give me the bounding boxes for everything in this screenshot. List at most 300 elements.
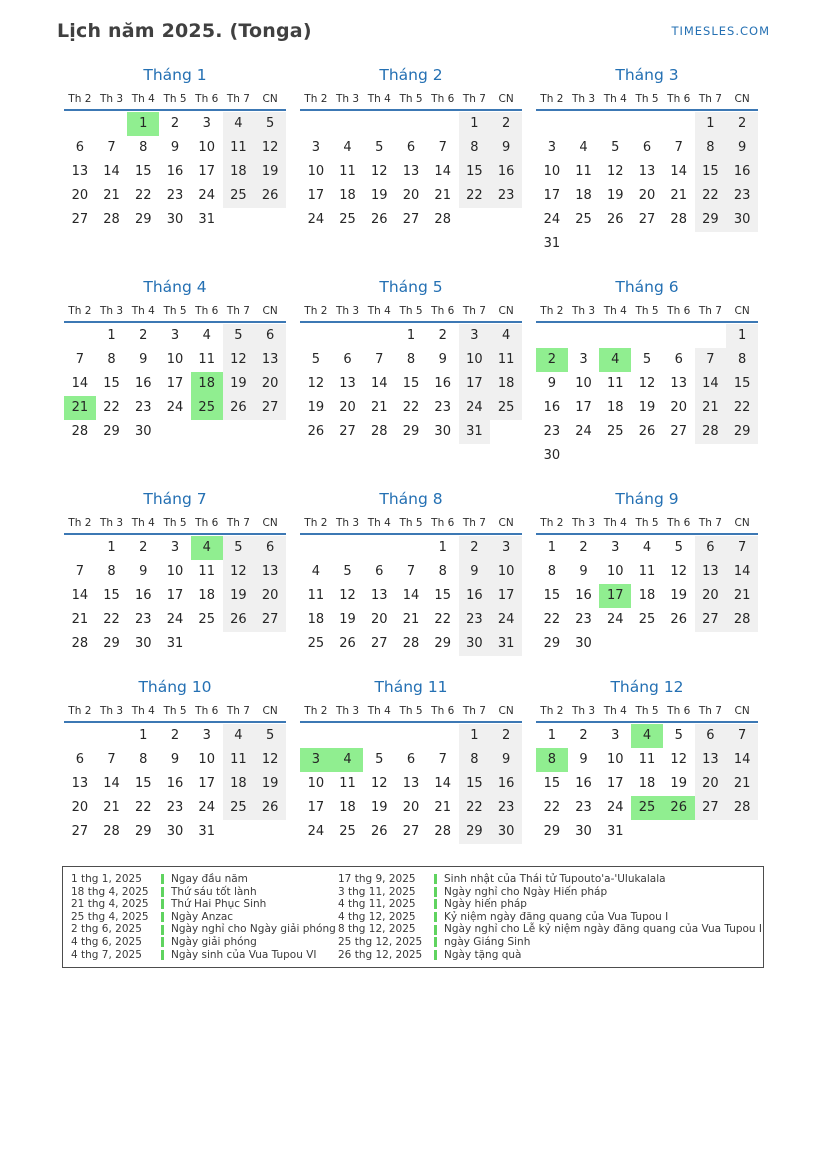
date-cell: 12 (254, 748, 286, 772)
legend-bar-icon (161, 912, 164, 922)
date-cell: 21 (670, 188, 687, 203)
month-table (536, 517, 758, 656)
date-cell: 12 (670, 564, 687, 579)
date-cell: 3 (490, 536, 522, 560)
date-cell: 4 (579, 140, 588, 155)
empty-cell (223, 208, 255, 232)
date-cell: 10 (607, 564, 624, 579)
legend-label-text: Kỷ niệm ngày đăng quang của Vua Tupou I (444, 910, 669, 923)
date-cell: 18 (638, 776, 656, 791)
date-cell: 7 (406, 564, 416, 579)
date-cell: 24 (307, 824, 325, 839)
date-cell: 28 (71, 424, 89, 439)
date-cell: 14 (402, 588, 420, 603)
weekday-header: Th 7 (226, 305, 250, 317)
date-cell: 5 (254, 724, 286, 748)
date-cell: 23 (575, 800, 592, 815)
month-title: Tháng 7 (143, 490, 207, 508)
empty-cell (695, 820, 727, 844)
date-cell: 4 (343, 140, 352, 155)
date-cell: 20 (638, 188, 656, 203)
empty-cell (568, 112, 600, 136)
month-4 (57, 278, 293, 444)
weekday-header: CN (498, 705, 514, 717)
date-cell: 20 (695, 584, 727, 608)
date-cell: 4 (223, 112, 255, 136)
date-cell: 3 (579, 352, 588, 367)
date-cell: 19 (638, 400, 656, 415)
weekday-header: Th 5 (635, 305, 659, 317)
weekday-header: Th 6 (195, 705, 219, 717)
date-cell: 27 (339, 424, 356, 439)
legend-bar-icon (161, 950, 164, 960)
empty-cell (663, 820, 695, 844)
legend-label-text: Ngày Anzac (171, 910, 234, 923)
weekday-header: CN (734, 517, 750, 529)
page-title: Lịch năm 2025. (Tonga) (57, 20, 312, 42)
date-cell: 26 (371, 824, 388, 839)
empty-cell (427, 112, 459, 136)
empty-cell (663, 232, 695, 256)
legend-entry (161, 949, 338, 962)
date-cell: 6 (254, 324, 286, 348)
empty-cell (254, 820, 286, 844)
month-5 (293, 278, 529, 444)
month-table (536, 93, 758, 256)
date-cell: 25 (198, 612, 215, 627)
weekday-header: Th 2 (540, 517, 564, 529)
date-cell: 15 (103, 588, 120, 603)
date-cell: 15 (543, 776, 561, 791)
weekday-header: Th 4 (603, 705, 627, 717)
date-cell: 27 (695, 796, 727, 820)
date-cell: 17 (307, 800, 325, 815)
date-cell: 31 (490, 632, 522, 656)
date-cell: 24 (490, 608, 522, 632)
date-cell: 18 (638, 588, 656, 603)
empty-cell (254, 208, 286, 232)
date-cell: 17 (198, 776, 215, 791)
weekday-header: Th 3 (100, 517, 124, 529)
date-cell: 14 (434, 164, 451, 179)
empty-cell (223, 632, 255, 656)
weekday-header-row (64, 517, 286, 535)
weekday-header: Th 5 (635, 705, 659, 717)
date-cell: 31 (198, 212, 215, 227)
date-cell: 29 (402, 424, 420, 439)
date-cell: 22 (434, 612, 451, 627)
weekday-header-row (64, 305, 286, 323)
dates-grid (300, 724, 522, 844)
date-cell: 18 (575, 188, 592, 203)
date-cell: 9 (490, 748, 522, 772)
date-cell: 30 (135, 424, 152, 439)
date-cell: 19 (223, 372, 255, 396)
date-cell: 6 (375, 564, 384, 579)
date-cell: 9 (170, 752, 180, 767)
date-cell: 28 (71, 636, 89, 651)
date-cell: 21 (103, 800, 120, 815)
date-cell: 23 (166, 800, 184, 815)
date-cell: 31 (459, 420, 491, 444)
date-cell: 22 (543, 800, 561, 815)
empty-cell (568, 232, 600, 256)
weekday-header: Th 6 (667, 705, 691, 717)
empty-cell (599, 632, 631, 656)
date-cell: 26 (607, 212, 624, 227)
weekday-header: Th 6 (667, 93, 691, 105)
empty-cell (599, 324, 631, 348)
date-cell: 23 (459, 608, 491, 632)
date-cell: 25 (339, 212, 356, 227)
month-title: Tháng 10 (138, 678, 212, 696)
date-cell: 11 (638, 564, 656, 579)
empty-cell (459, 208, 491, 232)
date-cell: 17 (307, 188, 325, 203)
date-cell: 10 (166, 564, 184, 579)
date-cell: 9 (438, 352, 447, 367)
weekday-header: CN (734, 705, 750, 717)
date-cell: 31 (166, 636, 184, 651)
weekday-header: Th 2 (68, 93, 92, 105)
date-cell-holiday: 8 (536, 748, 568, 772)
month-title: Tháng 3 (615, 66, 679, 84)
date-cell: 28 (434, 212, 451, 227)
date-cell: 23 (135, 400, 152, 415)
date-cell: 7 (438, 752, 447, 767)
date-cell: 16 (543, 400, 561, 415)
legend-date: 25 thg 4, 2025 (71, 910, 149, 923)
weekday-header: Th 6 (431, 305, 455, 317)
date-cell: 23 (543, 424, 561, 439)
date-cell: 13 (695, 560, 727, 584)
date-cell: 25 (339, 824, 356, 839)
date-cell: 2 (490, 724, 522, 748)
legend-entry (161, 936, 338, 949)
holiday-legend (62, 866, 764, 968)
date-cell: 4 (490, 324, 522, 348)
date-cell: 9 (139, 564, 148, 579)
weekday-header-row (536, 517, 758, 535)
date-cell: 15 (135, 776, 152, 791)
months-grid (57, 66, 770, 844)
legend-bar-icon (434, 899, 437, 909)
legend-entry (434, 911, 762, 924)
empty-cell (695, 324, 727, 348)
date-cell: 27 (71, 824, 89, 839)
legend-bar-icon (434, 912, 437, 922)
date-cell: 1 (547, 728, 556, 743)
date-cell: 24 (459, 396, 491, 420)
date-cell: 24 (607, 800, 624, 815)
date-cell: 1 (459, 724, 491, 748)
empty-cell (726, 232, 758, 256)
month-3 (529, 66, 765, 256)
date-cell: 13 (670, 376, 687, 391)
weekday-header: Th 7 (698, 705, 722, 717)
empty-cell (599, 232, 631, 256)
date-cell: 24 (166, 400, 184, 415)
date-cell: 29 (434, 636, 451, 651)
date-cell: 19 (339, 612, 356, 627)
date-cell: 30 (135, 636, 152, 651)
date-cell: 22 (695, 184, 727, 208)
date-cell: 18 (198, 588, 215, 603)
month-table (300, 93, 522, 232)
date-cell: 2 (490, 112, 522, 136)
legend-date: 21 thg 4, 2025 (71, 898, 149, 911)
empty-cell (191, 632, 223, 656)
date-cell: 5 (254, 112, 286, 136)
date-cell: 12 (223, 348, 255, 372)
date-cell: 26 (638, 424, 656, 439)
date-cell: 1 (107, 540, 116, 555)
date-cell-holiday: 1 (127, 112, 159, 136)
date-cell: 16 (434, 376, 451, 391)
date-cell: 6 (695, 724, 727, 748)
date-cell-holiday: 25 (191, 396, 223, 420)
date-cell: 16 (490, 772, 522, 796)
dates-grid (536, 724, 758, 844)
weekday-header: CN (262, 305, 278, 317)
weekday-header: Th 7 (462, 93, 486, 105)
date-cell: 30 (575, 636, 592, 651)
legend-label-text: Ngay đầu năm (171, 873, 248, 885)
date-cell: 3 (311, 140, 320, 155)
date-cell: 19 (254, 160, 286, 184)
legend-date: 25 thg 12, 2025 (338, 935, 423, 948)
legend-label-text: Thứ sáu tốt lành (171, 885, 257, 898)
date-cell: 20 (402, 188, 420, 203)
date-cell: 21 (726, 584, 758, 608)
date-cell: 18 (607, 400, 624, 415)
weekday-header: Th 6 (431, 705, 455, 717)
empty-cell (254, 632, 286, 656)
date-cell: 23 (726, 184, 758, 208)
date-cell: 20 (254, 584, 286, 608)
page-header (57, 20, 770, 42)
date-cell: 10 (543, 164, 561, 179)
date-cell: 21 (726, 772, 758, 796)
date-cell: 2 (170, 728, 180, 743)
weekday-header: Th 4 (131, 93, 155, 105)
date-cell: 2 (438, 328, 447, 343)
weekday-header: Th 5 (399, 517, 423, 529)
date-cell: 17 (490, 584, 522, 608)
weekday-header: Th 5 (163, 305, 187, 317)
date-cell: 15 (103, 376, 120, 391)
date-cell: 13 (254, 348, 286, 372)
weekday-header-row (300, 705, 522, 723)
legend-entry (161, 886, 338, 899)
date-cell: 26 (254, 796, 286, 820)
date-cell: 25 (607, 424, 624, 439)
date-cell: 28 (695, 420, 727, 444)
weekday-header-row (300, 517, 522, 535)
date-cell: 20 (371, 612, 388, 627)
dates-grid (536, 536, 758, 656)
legend-bar-icon (434, 925, 437, 935)
weekday-header: Th 7 (462, 517, 486, 529)
date-cell: 28 (670, 212, 687, 227)
weekday-header: Th 3 (100, 93, 124, 105)
legend-entry (434, 936, 762, 949)
date-cell: 29 (726, 420, 758, 444)
weekday-header: Th 2 (304, 93, 328, 105)
weekday-header: Th 2 (68, 705, 92, 717)
date-cell: 26 (670, 612, 687, 627)
date-cell: 5 (674, 728, 683, 743)
date-cell: 26 (223, 396, 255, 420)
date-cell: 26 (339, 636, 356, 651)
empty-cell (427, 724, 459, 748)
empty-cell (536, 324, 568, 348)
empty-cell (159, 420, 191, 444)
legend-date: 3 thg 11, 2025 (338, 885, 416, 898)
date-cell: 23 (166, 188, 184, 203)
dates-grid (300, 536, 522, 656)
date-cell: 27 (254, 396, 286, 420)
weekday-header: Th 5 (635, 93, 659, 105)
weekday-header: Th 5 (635, 517, 659, 529)
legend-date: 1 thg 1, 2025 (71, 873, 142, 885)
date-cell: 9 (579, 564, 588, 579)
date-cell: 8 (107, 564, 116, 579)
date-cell: 26 (254, 184, 286, 208)
date-cell: 29 (135, 824, 152, 839)
date-cell: 28 (726, 608, 758, 632)
empty-cell (363, 324, 395, 348)
date-cell: 21 (71, 612, 89, 627)
month-8 (293, 490, 529, 656)
date-cell: 8 (406, 352, 416, 367)
date-cell: 28 (371, 424, 388, 439)
date-cell: 9 (139, 352, 148, 367)
empty-cell (300, 536, 332, 560)
empty-cell (254, 420, 286, 444)
months-row (57, 278, 770, 468)
legend-bar-icon (434, 950, 437, 960)
date-cell: 11 (307, 588, 325, 603)
date-cell: 24 (198, 188, 215, 203)
date-cell: 6 (406, 752, 416, 767)
legend-entry (434, 923, 762, 936)
date-cell: 27 (402, 212, 420, 227)
date-cell: 18 (307, 612, 325, 627)
date-cell: 30 (490, 820, 522, 844)
date-cell: 20 (254, 372, 286, 396)
empty-cell (300, 324, 332, 348)
date-cell: 11 (490, 348, 522, 372)
date-cell: 13 (695, 748, 727, 772)
legend-label-text: Sinh nhật của Thái tử Tupouto'a-'Ulukalala (444, 873, 666, 885)
empty-cell (695, 632, 727, 656)
weekday-header: Th 4 (131, 705, 155, 717)
date-cell: 19 (371, 800, 388, 815)
month-table (300, 705, 522, 844)
date-cell: 1 (107, 328, 116, 343)
date-cell: 10 (575, 376, 592, 391)
weekday-header: Th 4 (367, 305, 391, 317)
date-cell: 9 (726, 136, 758, 160)
weekday-header: CN (262, 517, 278, 529)
date-cell: 15 (459, 160, 491, 184)
empty-cell (191, 420, 223, 444)
weekday-header: Th 2 (68, 305, 92, 317)
weekday-header: Th 2 (68, 517, 92, 529)
date-cell: 2 (139, 540, 148, 555)
date-cell: 31 (198, 824, 215, 839)
date-cell: 21 (103, 188, 120, 203)
date-cell: 8 (547, 564, 556, 579)
date-cell: 24 (166, 612, 184, 627)
legend-label-text: Ngày nghỉ cho Ngày Hiến pháp (444, 885, 608, 898)
date-cell: 24 (543, 212, 561, 227)
date-cell: 1 (726, 324, 758, 348)
date-cell: 13 (402, 776, 420, 791)
date-cell: 15 (695, 160, 727, 184)
date-cell: 16 (459, 584, 491, 608)
date-cell: 28 (434, 824, 451, 839)
date-cell: 11 (223, 748, 255, 772)
weekday-header: Th 4 (367, 93, 391, 105)
month-title: Tháng 6 (615, 278, 679, 296)
empty-cell (332, 724, 364, 748)
dates-grid (64, 324, 286, 444)
empty-cell (631, 820, 663, 844)
empty-cell (599, 444, 631, 468)
empty-cell (395, 536, 427, 560)
date-cell: 31 (607, 824, 624, 839)
brand-link[interactable]: TIMESLES.COM (671, 24, 770, 38)
date-cell: 17 (198, 164, 215, 179)
date-cell: 3 (202, 116, 211, 131)
date-cell: 9 (490, 136, 522, 160)
date-cell: 7 (375, 352, 384, 367)
date-cell: 29 (135, 212, 152, 227)
date-cell: 20 (71, 800, 89, 815)
date-cell: 8 (459, 748, 491, 772)
weekday-header: Th 7 (698, 517, 722, 529)
empty-cell (64, 324, 96, 348)
empty-cell (568, 444, 600, 468)
weekday-header: Th 4 (603, 93, 627, 105)
empty-cell (96, 112, 128, 136)
date-cell: 6 (75, 752, 84, 767)
empty-cell (536, 112, 568, 136)
date-cell: 7 (75, 564, 84, 579)
weekday-header: Th 7 (698, 305, 722, 317)
date-cell: 13 (339, 376, 356, 391)
date-cell: 5 (642, 352, 652, 367)
weekday-header: Th 7 (698, 93, 722, 105)
date-cell: 29 (103, 424, 120, 439)
date-cell-holiday: 2 (536, 348, 568, 372)
date-cell: 17 (607, 776, 624, 791)
date-cell: 21 (695, 396, 727, 420)
date-cell: 26 (307, 424, 325, 439)
date-cell: 16 (166, 776, 184, 791)
weekday-header: Th 2 (540, 705, 564, 717)
weekday-header: Th 3 (100, 305, 124, 317)
date-cell: 17 (459, 372, 491, 396)
legend-entry (434, 873, 762, 886)
date-cell: 12 (223, 560, 255, 584)
month-12 (529, 678, 765, 844)
weekday-header: Th 2 (304, 305, 328, 317)
weekday-header: Th 4 (131, 305, 155, 317)
date-cell: 5 (343, 564, 352, 579)
